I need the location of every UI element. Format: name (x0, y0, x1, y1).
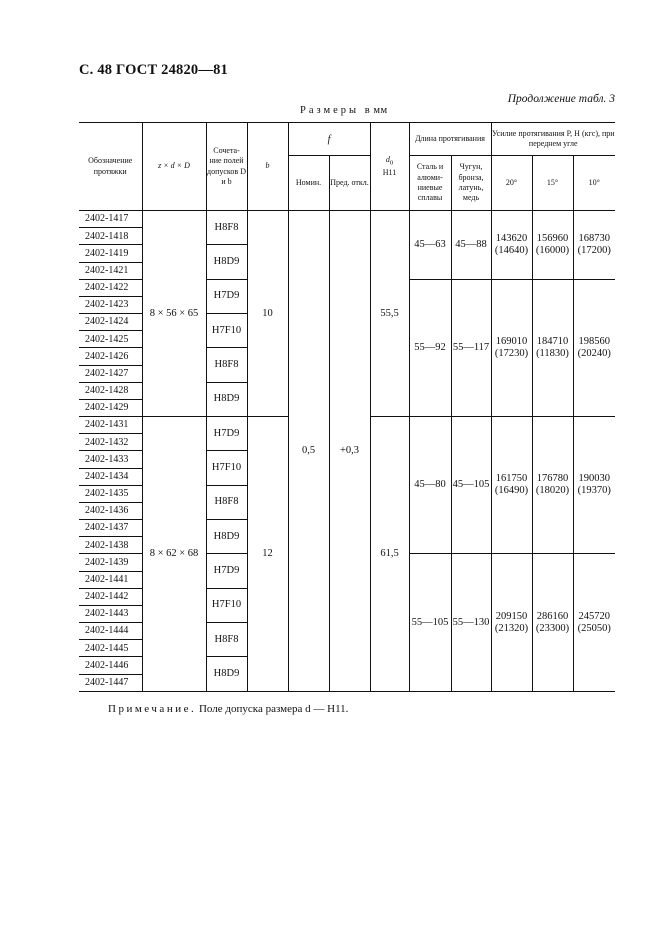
table-row-code: 2402-1437 (79, 520, 142, 537)
cell-b: 10 (247, 211, 288, 417)
cell-force-10: 198560 (20240) (573, 279, 615, 416)
table-row-code: 2402-1428 (79, 382, 142, 399)
table-note (108, 703, 348, 715)
table-row-code: 2402-1434 (79, 468, 142, 485)
table-row-code: 2402-1445 (79, 640, 142, 657)
table-continuation-label: Продолжение табл. 3 (507, 93, 615, 105)
page-header: С. 48 ГОСТ 24820—81 (79, 62, 228, 78)
table-row-code: 2402-1446 (79, 657, 142, 674)
d0-tolerance: H11 (382, 167, 397, 177)
table-row-code: 2402-1439 (79, 554, 142, 571)
cell-d0: 61,5 (370, 417, 409, 692)
cell-tolerance: H8D9 (206, 657, 247, 692)
broach-spec-table (79, 122, 615, 692)
table-row-code: 2402-1425 (79, 331, 142, 348)
cell-tolerance: H7F10 (206, 451, 247, 485)
table-row-code: 2402-1432 (79, 434, 142, 451)
cell-tolerance: H8F8 (206, 485, 247, 519)
cell-tolerance: H8D9 (206, 520, 247, 554)
table-row-code: 2402-1419 (79, 245, 142, 262)
cell-tolerance: H8F8 (206, 623, 247, 657)
cell-tolerance: H8F8 (206, 211, 247, 245)
cell-length-steel: 45—63 (409, 211, 451, 280)
cell-d0: 55,5 (370, 211, 409, 417)
col-f-dev-header: Пред. откл. (329, 156, 370, 211)
table-row-code: 2402-1431 (79, 417, 142, 434)
table-row-code: 2402-1433 (79, 451, 142, 468)
col-angle10-header: 10° (573, 156, 615, 211)
table-row-code: 2402-1423 (79, 296, 142, 313)
cell-force-10: 168730 (17200) (573, 211, 615, 280)
table-row-code: 2402-1441 (79, 571, 142, 588)
cell-length-iron: 55—130 (451, 554, 491, 692)
table-row-code: 2402-1422 (79, 279, 142, 296)
cell-length-steel: 45—80 (409, 417, 451, 554)
table-row-code: 2402-1427 (79, 365, 142, 382)
table-row-code: 2402-1444 (79, 623, 142, 640)
cell-force-20: 169010 (17230) (491, 279, 532, 416)
dimensions-label: Размеры (300, 105, 360, 116)
col-d0-header (370, 123, 409, 211)
cell-length-steel: 55—105 (409, 554, 451, 692)
cell-length-iron: 55—117 (451, 279, 491, 416)
table-row-code: 2402-1417 (79, 211, 142, 228)
cell-length-steel: 55—92 (409, 279, 451, 416)
cell-force-10: 245720 (25050) (573, 554, 615, 692)
table-row-code: 2402-1421 (79, 262, 142, 279)
cell-length-iron: 45—105 (451, 417, 491, 554)
col-b-header: b (247, 123, 288, 211)
col-tolerance-header: Сочета- ние полей допусков D и b (206, 123, 247, 211)
table-row-code: 2402-1435 (79, 485, 142, 502)
cell-force-15: 176780 (18020) (532, 417, 573, 554)
table-row-code: 2402-1443 (79, 605, 142, 622)
cell-force-20: 143620 (14640) (491, 211, 532, 280)
cell-force-15: 184710 (11830) (532, 279, 573, 416)
col-f-header: f (288, 123, 370, 156)
cell-force-20: 161750 (16490) (491, 417, 532, 554)
table-row-code: 2402-1436 (79, 502, 142, 519)
table-row-code: 2402-1447 (79, 674, 142, 691)
table-row-code: 2402-1418 (79, 228, 142, 245)
cell-force-10: 190030 (19370) (573, 417, 615, 554)
dimensions-caption (300, 105, 388, 116)
table-row-code: 2402-1442 (79, 588, 142, 605)
cell-tolerance: H7F10 (206, 314, 247, 348)
cell-force-20: 209150 (21320) (491, 554, 532, 692)
note-label: Примечание. (108, 703, 197, 715)
cell-tolerance: H8D9 (206, 245, 247, 279)
col-length-header: Длина протягивания (409, 123, 491, 156)
cell-length-iron: 45—88 (451, 211, 491, 280)
col-zdD-header: z × d × D (142, 123, 206, 211)
cell-tolerance: H7D9 (206, 554, 247, 588)
col-angle15-header: 15° (532, 156, 573, 211)
cell-force-15: 286160 (23300) (532, 554, 573, 692)
cell-tolerance: H8F8 (206, 348, 247, 382)
cell-tolerance: H8D9 (206, 382, 247, 416)
table-row-code: 2402-1429 (79, 399, 142, 416)
d0-subscript: 0 (389, 159, 394, 167)
cell-f-dev: +0,3 (329, 211, 370, 692)
dimensions-unit: в мм (364, 105, 388, 116)
cell-tolerance: H7F10 (206, 588, 247, 622)
cell-tolerance: H7D9 (206, 417, 247, 451)
col-length-steel-header: Сталь и алюми- ниевые сплавы (409, 156, 451, 211)
cell-zdD: 8 × 62 × 68 (142, 417, 206, 692)
cell-zdD: 8 × 56 × 65 (142, 211, 206, 417)
table-row-code: 2402-1438 (79, 537, 142, 554)
col-length-iron-header: Чугун, бронза, латунь, медь (451, 156, 491, 211)
cell-b: 12 (247, 417, 288, 692)
table-row-code: 2402-1424 (79, 314, 142, 331)
cell-tolerance: H7D9 (206, 279, 247, 313)
cell-f-nom: 0,5 (288, 211, 329, 692)
col-angle20-header: 20° (491, 156, 532, 211)
d0-symbol: d (385, 154, 390, 164)
col-force-header: Усилие протягивания P, Н (кгс), при переднем угле (491, 123, 615, 156)
cell-force-15: 156960 (16000) (532, 211, 573, 280)
col-f-nom-header: Номин. (288, 156, 329, 211)
note-text: Поле допуска размера d — H11. (198, 703, 349, 715)
table-row-code: 2402-1426 (79, 348, 142, 365)
col-designation-header: Обозначение протяжки (79, 123, 142, 211)
